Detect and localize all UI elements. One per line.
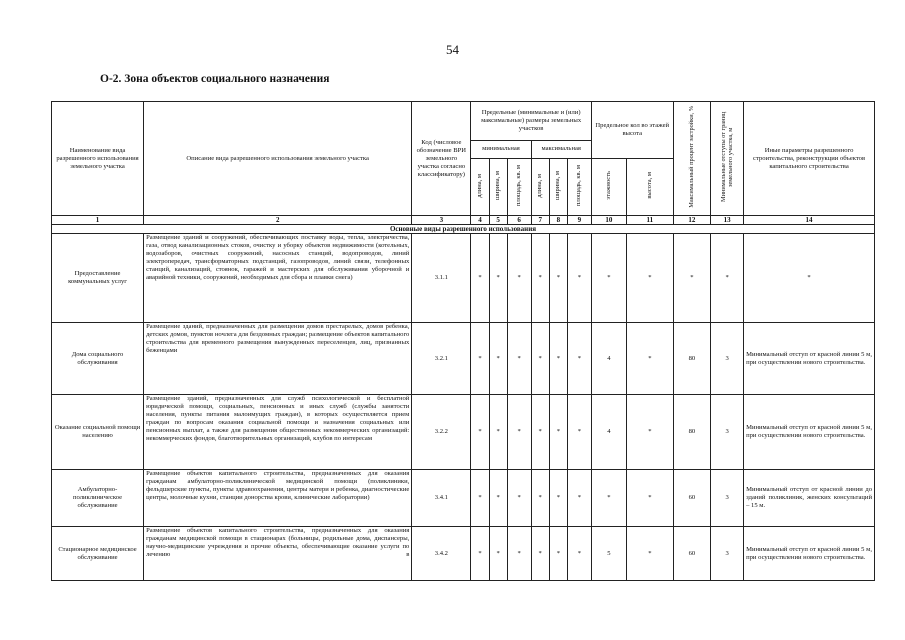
row-max-area: * [567,470,591,527]
row-max-width: * [549,527,567,581]
row-setback: 3 [711,323,744,395]
column-number: 14 [744,216,875,225]
row-min-width: * [489,527,507,581]
header-min: минимальная [471,140,531,158]
table-row [52,323,875,395]
column-number: 1 [52,216,144,225]
table-row [52,395,875,470]
row-setback: 3 [711,527,744,581]
row-name: Дома социального обслуживания [52,323,144,395]
row-description: Размещение объектов капитального строительства, предназначенных для оказания гражданам медицинской помощи в стационарах (больницы, родильные дома, диспансеры, научно-медицинские учреждения и прочие объекты, обеспечивающие оказание услуги по лечению в [144,527,412,581]
row-other: * [744,234,875,323]
table-row [52,527,875,581]
row-max-area: * [567,395,591,470]
row-max-length: * [531,470,549,527]
row-min-width: * [489,395,507,470]
row-min-length: * [471,323,489,395]
row-min-width: * [489,323,507,395]
row-min-width: * [489,470,507,527]
header-code: Код (числовое обозначение ВРИ земельного участка согласно классификатору) [412,102,471,216]
header-max-width: ширина, м [549,158,567,215]
row-description: Размещение зданий, предназначенных для размещения домов престарелых, домов ребенка, детских домов, пунктов ночлега для бездомных граждан; размещение объектов капитального строительства для временного размещения вынужденных переселенцев, лиц, признанных беженцами [144,323,412,395]
row-min-area: * [507,234,531,323]
row-min-length: * [471,395,489,470]
table-row [52,470,875,527]
row-other: Минимальный отступ от красной линии до зданий поликлиник, женских консультаций – 15 м. [744,470,875,527]
column-number: 8 [549,216,567,225]
row-height: * [627,323,674,395]
header-min-length: длина, м [471,158,489,215]
column-numbers-row [52,216,875,225]
column-number: 9 [567,216,591,225]
header-min-area: площадь, кв. м [507,158,531,215]
zone-title: О-2. Зона объектов социального назначения [100,73,330,85]
row-code: 3.4.1 [412,470,471,527]
row-name: Оказание социальной помощи населению [52,395,144,470]
row-code: 3.1.1 [412,234,471,323]
column-number: 2 [144,216,412,225]
row-setback: 3 [711,395,744,470]
column-number: 11 [627,216,674,225]
row-other: Минимальный отступ от красной линии 5 м, при осуществлении нового строительства. [744,395,875,470]
header-max: максимальная [531,140,591,158]
header-max-area: площадь, кв. м [567,158,591,215]
row-max-length: * [531,395,549,470]
row-max-width: * [549,395,567,470]
row-description: Размещение зданий и сооружений, обеспечивающих поставку воды, тепла, электричества, газа, отвод канализационных стоков, очистку и уборку объектов недвижимости (котельных, водозаборов, очистных сооружений, насосных станций, водопроводов, линий электропередач, трансформаторных подстанций, газопроводов, линий связи, телефонных станций, канализаций, стоянок, гаражей и мастерских для обслуживания уборочной и аварийной техники, сооружений, необходимых для сбора и плавки снега) [144,234,412,323]
row-name: Стационарное медицинское обслуживание [52,527,144,581]
row-max-width: * [549,470,567,527]
header-description: Описание вида разрешенного использования земельного участка [144,102,412,216]
header-sizes-group: Предельные (минимальные и (или) максимальные) размеры земельных участков [471,102,591,141]
row-description: Размещение объектов капитального строительства, предназначенных для оказания гражданам амбулаторно-поликлинической медицинской помощи (поликлиники, фельдшерские пункты, пункты здравоохранения, центры матери и ребенка, диагностические центры, молочные кухни, станции донорства крови, клинические лаборатории) [144,470,412,527]
section-row [52,225,875,234]
row-min-area: * [507,527,531,581]
row-floors: * [591,234,626,323]
header-max-length: длина, м [531,158,549,215]
row-setback: 3 [711,470,744,527]
column-number: 5 [489,216,507,225]
row-other: Минимальный отступ от красной линии 5 м, при осуществлении нового строительства. [744,323,875,395]
row-height: * [627,234,674,323]
row-height: * [627,470,674,527]
header-other: Иные параметры разрешенного строительства, реконструкции объектов капитального строительства [744,102,875,216]
header-floors-group: Предельное кол во этажей высота [591,102,673,159]
column-number: 13 [711,216,744,225]
header-setback: Минимальные отступы от границ земельного участка, м [711,102,744,216]
header-name: Наименование вида разрешенного использования земельного участка [52,102,144,216]
row-code: 3.2.1 [412,323,471,395]
row-code: 3.4.2 [412,527,471,581]
row-coverage: 60 [673,527,711,581]
row-min-length: * [471,234,489,323]
row-max-length: * [531,234,549,323]
row-max-width: * [549,234,567,323]
row-min-width: * [489,234,507,323]
row-description: Размещение зданий, предназначенных для служб психологической и бесплатной юридической помощи, социальных, пенсионных и иных служб (службы занятости населения, пункты питания малоимущих граждан), в которых осуществляется прием граждан по вопросам оказания социальной помощи и назначения социальных или пенсионных выплат, а также для размещения общественных некоммерческих организаций: некоммерческих фондов, благотворительных организаций, клубов по интересам [144,395,412,470]
row-max-width: * [549,323,567,395]
row-max-area: * [567,323,591,395]
row-floors: 5 [591,527,626,581]
row-coverage: 80 [673,323,711,395]
row-other: Минимальный отступ от красной линии 5 м, при осуществлении нового строительства. [744,527,875,581]
row-coverage: * [673,234,711,323]
column-number: 6 [507,216,531,225]
row-min-length: * [471,470,489,527]
header-floors: этажность [591,158,626,215]
row-coverage: 60 [673,470,711,527]
row-min-area: * [507,470,531,527]
column-number: 3 [412,216,471,225]
table-header [52,102,875,216]
column-number: 7 [531,216,549,225]
row-name: Амбулаторно-поликлиническое обслуживание [52,470,144,527]
row-name: Предоставление коммунальных услуг [52,234,144,323]
row-max-length: * [531,527,549,581]
zoning-table [51,101,875,581]
row-max-area: * [567,234,591,323]
row-setback: * [711,234,744,323]
column-number: 10 [591,216,626,225]
row-min-area: * [507,395,531,470]
page-number: 54 [446,42,459,57]
row-floors: 4 [591,323,626,395]
row-floors: * [591,470,626,527]
row-height: * [627,527,674,581]
row-min-area: * [507,323,531,395]
row-floors: 4 [591,395,626,470]
row-max-length: * [531,323,549,395]
row-min-length: * [471,527,489,581]
column-number: 12 [673,216,711,225]
row-height: * [627,395,674,470]
table-row [52,234,875,323]
row-coverage: 80 [673,395,711,470]
row-max-area: * [567,527,591,581]
header-coverage: Максимальный процент застройки, % [673,102,711,216]
column-number: 4 [471,216,489,225]
section-title: Основные виды разрешенного использования [52,225,875,234]
header-min-width: ширина, м [489,158,507,215]
row-code: 3.2.2 [412,395,471,470]
header-height: высота, м [627,158,674,215]
